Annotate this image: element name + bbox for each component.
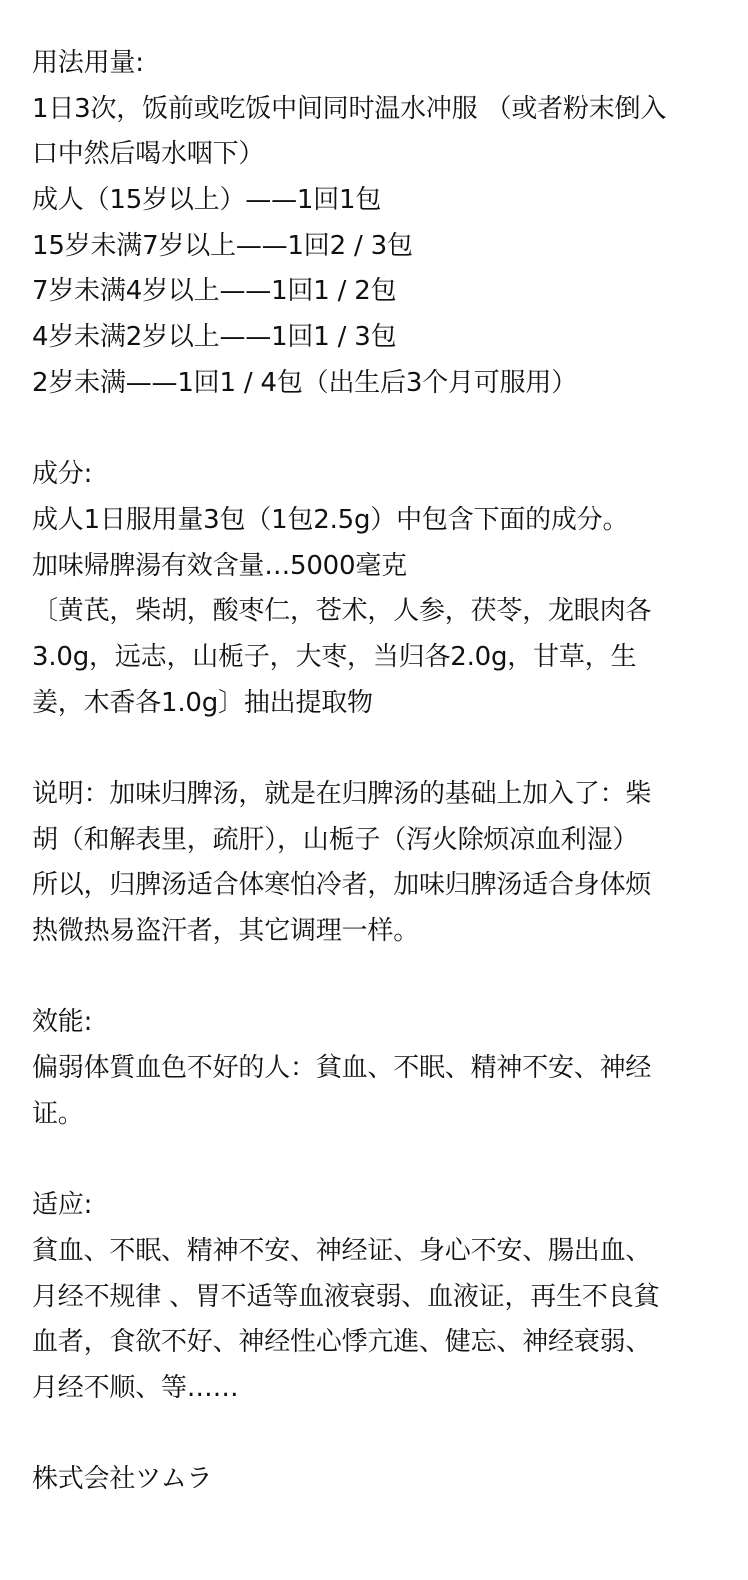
ingredients-line: 3.0g，远志，山栀子，大枣，当归各2.0g，甘草，生 bbox=[32, 641, 637, 672]
indications-section bbox=[32, 1183, 722, 1411]
usage-heading: 用法用量: bbox=[32, 48, 144, 78]
spacer bbox=[32, 1138, 722, 1184]
note-section bbox=[32, 772, 722, 955]
indications-line: 月经不规律 、胃不适等血液衰弱、血液证，再生不良貧 bbox=[32, 1281, 660, 1312]
note-line: 胡（和解表里，疏肝），山栀子（泻火除烦凉血利湿） bbox=[32, 824, 639, 855]
ingredients-line: 加味帰脾湯有效含量…5000毫克 bbox=[32, 550, 407, 581]
indications-line: 血者，食欲不好、神经性心悸亢進、健忘、神经衰弱、 bbox=[32, 1327, 652, 1358]
efficacy-line: 偏弱体質血色不好的人：貧血、不眠、精神不安、神经 bbox=[32, 1053, 652, 1084]
usage-line: 4岁未满2岁以上——1回1 / 3包 bbox=[32, 322, 397, 353]
indications-heading: 适应: bbox=[32, 1190, 93, 1221]
ingredients-heading: 成分: bbox=[32, 459, 93, 490]
usage-line: 7岁未满4岁以上——1回1 / 2包 bbox=[32, 276, 397, 307]
usage-line: 1日3次，饭前或吃饭中间同时温水冲服 （或者粉末倒入 bbox=[32, 93, 667, 124]
spacer bbox=[32, 407, 722, 453]
efficacy-line: 证。 bbox=[32, 1098, 84, 1129]
ingredients-line: 〔黄芪，柴胡，酸枣仁，苍术，人参，茯苓，龙眼肉各 bbox=[32, 596, 652, 627]
spacer bbox=[32, 955, 722, 1001]
efficacy-heading: 效能: bbox=[32, 1007, 93, 1038]
spacer bbox=[32, 1412, 722, 1458]
note-line: 说明：加味归脾汤，就是在归脾汤的基础上加入了：柴 bbox=[32, 779, 652, 809]
usage-line: 15岁未满7岁以上——1回2 / 3包 bbox=[32, 230, 413, 261]
product-description bbox=[32, 41, 722, 1503]
note-line: 热微热易盗汗者，其它调理一样。 bbox=[32, 916, 420, 947]
company-name: 株式会社ツムラ bbox=[32, 1464, 213, 1495]
indications-line: 月经不顺、等…… bbox=[32, 1372, 239, 1403]
usage-section bbox=[32, 41, 722, 407]
usage-line: 口中然后喝水咽下） bbox=[32, 139, 265, 170]
usage-line: 2岁未满——1回1 / 4包（出生后3个月可服用） bbox=[32, 367, 577, 398]
ingredients-line: 姜，木香各1.0g〕抽出提取物 bbox=[32, 687, 373, 718]
spacer bbox=[32, 726, 722, 772]
ingredients-section bbox=[32, 452, 722, 726]
efficacy-section bbox=[32, 1000, 722, 1137]
usage-line: 成人（15岁以上）——1回1包 bbox=[32, 185, 382, 216]
ingredients-line: 成人1日服用量3包（1包2.5g）中包含下面的成分。 bbox=[32, 504, 629, 535]
indications-line: 貧血、不眠、精神不安、神经证、身心不安、腸出血、 bbox=[32, 1235, 652, 1266]
note-line: 所以，归脾汤适合体寒怕冷者，加味归脾汤适合身体烦 bbox=[32, 870, 652, 901]
